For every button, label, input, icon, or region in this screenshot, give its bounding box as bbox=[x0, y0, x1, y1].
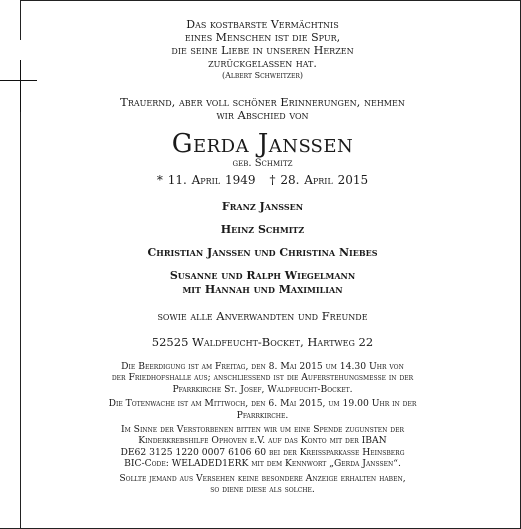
quote-line: eines Menschen ist die Spur, bbox=[184, 31, 341, 44]
intro-line: wir Abschied von bbox=[216, 108, 309, 122]
info-line: Im Sinne der Verstorbenen bitten wir um eine Spende zugunsten der bbox=[120, 424, 405, 436]
notice-content bbox=[30, 18, 495, 495]
life-dates bbox=[30, 172, 495, 188]
birth-name: geb. Schmitz bbox=[232, 158, 293, 169]
quote-line: zurückgelassen hat. bbox=[208, 57, 317, 70]
wake-info bbox=[30, 398, 495, 421]
family-member-line: Susanne und Ralph Wiegelmann bbox=[169, 269, 356, 282]
info-line: Sollte jemand aus Versehen keine besondere Anzeige erhalten haben, bbox=[119, 472, 406, 484]
frame-border-top bbox=[20, 0, 521, 1]
info-line: DE62 3125 1220 0007 6106 60 bei der Kreissparkasse Heinsberg bbox=[120, 446, 405, 458]
info-line: der Friedhofshalle aus; anschliessend ist die Auferstehungsmesse in der bbox=[111, 372, 414, 384]
info-line: BIC-Code: WELADED1ERK mit dem Kennwort „Gerda Janssen“. bbox=[124, 458, 401, 470]
death-date: † 28. April 2015 bbox=[269, 173, 369, 187]
quote-line: Das kostbarste Vermächtnis bbox=[186, 18, 339, 31]
deceased-name: Gerda Janßen bbox=[171, 129, 354, 159]
quote-line: die seine Liebe in unseren Herzen bbox=[171, 44, 354, 57]
family-member: Franz Janßen bbox=[221, 200, 304, 213]
address: 52525 Waldfeucht-Bocket, Hartweg 22 bbox=[151, 335, 374, 349]
family-member: Christian Janßen und Christina Niebes bbox=[147, 246, 378, 259]
info-line: Kinderkrebshilfe Ophoven e.V. auf das Konto mit der IBAN bbox=[138, 435, 387, 447]
quote-author: (Albert Schweitzer) bbox=[221, 71, 304, 80]
family-member-line: mit Hannah und Maximilian bbox=[182, 283, 343, 296]
donation-info bbox=[30, 424, 495, 470]
info-line: Die Beerdigung ist am Freitag, den 8. Mai 2015 um 14.30 Uhr von bbox=[121, 361, 404, 372]
info-line: so diene diese als solche. bbox=[210, 484, 315, 496]
family-member: Heinz Schmitz bbox=[220, 223, 305, 236]
intro-text bbox=[30, 96, 495, 122]
relatives-line: sowie alle Anverwandten und Freunde bbox=[157, 309, 368, 323]
info-line: Pfarrkirche. bbox=[236, 409, 289, 421]
notice-note bbox=[30, 473, 495, 496]
info-line: Pfarrkirche St. Josef, Waldfeucht-Bocket. bbox=[172, 383, 353, 395]
cross-icon-vertical bbox=[20, 60, 21, 112]
frame-border-left-upper bbox=[20, 0, 21, 40]
intro-line: Trauernd, aber voll schöner Erinnerungen, nehmen bbox=[120, 95, 405, 109]
frame-border-left-lower bbox=[20, 88, 21, 529]
quote bbox=[30, 18, 495, 70]
birth-date: * 11. April 1949 bbox=[156, 173, 256, 187]
family-member bbox=[30, 269, 495, 297]
funeral-info bbox=[30, 361, 495, 395]
info-line: Die Totenwache ist am Mittwoch, den 6. Mai 2015, um 19.00 Uhr in der bbox=[108, 398, 417, 410]
